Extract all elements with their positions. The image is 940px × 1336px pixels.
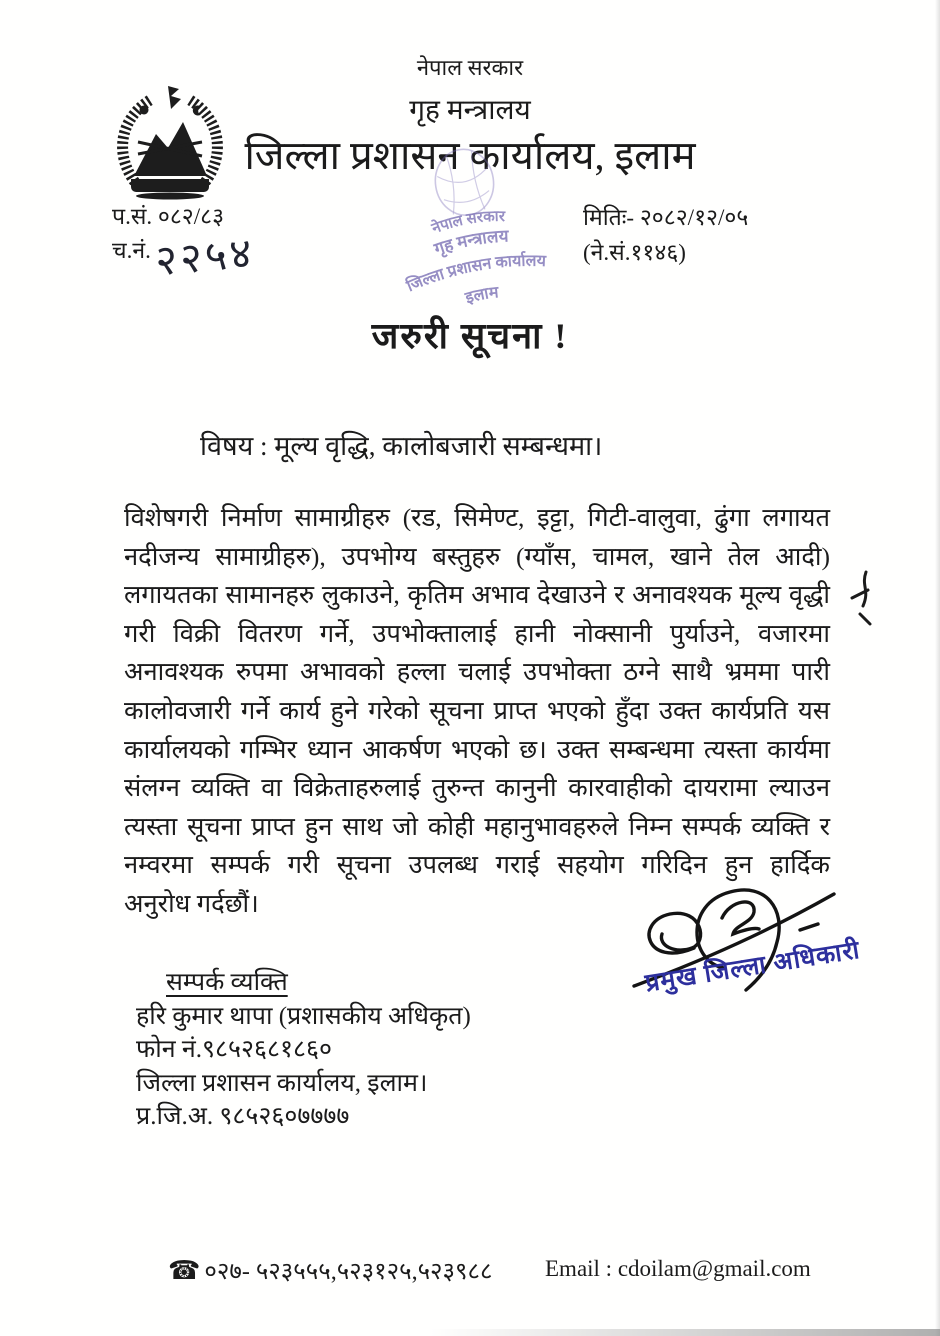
footer-phone-block [168, 1254, 492, 1287]
svg-text:इलाम [462, 283, 502, 307]
header-ministry: गृह मन्त्रालय [409, 95, 531, 126]
reference-number: प.सं. ०८२/८३ [112, 204, 225, 229]
stamp-line-district: इलाम [463, 284, 500, 308]
scan-edge-shadow [430, 1329, 940, 1336]
contact-name: हरि कुमार थापा (प्रशासकीय अधिकृत) [136, 1002, 471, 1030]
contact-cdo-phone: प्र.जि.अ. ९८५२६०७७७७ [136, 1103, 350, 1130]
subject-line: विषय : मूल्य वृद्धि, कालोबजारी सम्बन्धमा। [200, 431, 603, 461]
office-ink-stamp [352, 146, 588, 314]
telephone-icon: ☎ [168, 1255, 201, 1285]
signatory-title: प्रमुख जिल्ला अधिकारी [643, 936, 863, 998]
body-line: कालोवजारी गर्ने कार्य हुने गरेको सूचना प्राप्त भएको हुँदा उक्त कार्यप्रति यस [124, 695, 830, 725]
body-line: अनुरोध गर्दछौं। [124, 888, 259, 918]
contact-heading: सम्पर्क व्यक्ति [166, 969, 288, 996]
body-line: विशेषगरी निर्माण सामाग्रीहरु (रड, सिमेण्ट, इट्टा, गिटी-वालुवा, ढुंगा लगायत [124, 503, 830, 532]
notice-title: जरुरी सूचना ! [371, 316, 569, 356]
contact-office: जिल्ला प्रशासन कार्यालय, इलाम। [136, 1069, 428, 1097]
body-line: लगायतका सामानहरु लुकाउने, कृतिम अभाव देखाउने र अनावश्यक मूल्य वृद्धी [124, 580, 830, 610]
header-office-name: जिल्ला प्रशासन कार्यालय, इलाम [244, 133, 696, 178]
date-ns: (ने.सं.११४६) [583, 240, 686, 265]
header-government: नेपाल सरकार [416, 55, 524, 80]
dispatch-number-handwritten: २२५४ [153, 230, 257, 286]
stamp-line-ministry: गृह मन्त्रालय [431, 226, 509, 259]
dispatch-label: च.नं. [112, 238, 151, 263]
contact-phone: फोन नं.९८५२६८१८६० [136, 1036, 333, 1063]
pen-tick-mark [846, 566, 896, 636]
stamp-line-government: नेपाल सरकार [429, 208, 506, 238]
body-line: संलग्न व्यक्ति वा विक्रेताहरुलाई तुरुन्त कानुनी कारवाहीको दायरामा ल्याउन [124, 773, 830, 803]
body-line: अनावश्यक रुपमा अभावको हल्ला चलाई उपभोक्ता ठग्ने साथै भ्रममा पारी [124, 657, 830, 687]
contact-block [136, 966, 471, 1134]
stamp-line-office: जिल्ला प्रशासन कार्यालय [404, 252, 547, 296]
body-line: नम्वरमा सम्पर्क गरी सूचना उपलब्ध गराई सहयोग गरिदिन हुन हार्दिक [124, 850, 830, 880]
scan-edge-shadow-right [935, 0, 940, 1336]
date-block [583, 200, 748, 270]
footer-email: Email : cdoilam@gmail.com [545, 1256, 811, 1281]
notice-body [124, 499, 830, 924]
body-line: नदीजन्य सामाग्रीहरु), उपभोग्य बस्तुहरु (ग्याँस, चामल, खाने तेल आदी) [124, 541, 830, 571]
body-line: त्यस्ता सूचना प्राप्त हुन साथ जो कोही महानुभावहरुले निम्न सम्पर्क व्यक्ति र [124, 811, 830, 841]
footer-phone-numbers: ०२७- ५२३५५५,५२३१२५,५२३९८८ [204, 1259, 493, 1285]
body-line: कार्यालयको गम्भिर ध्यान आकर्षण भएको छ। उक्त सम्बन्धमा त्यस्ता कार्यमा [124, 734, 830, 764]
reference-block [112, 200, 257, 286]
date-bs: मितिः- २०८२/१२/०५ [583, 205, 749, 230]
body-line: गरी विक्री वितरण गर्ने, उपभोक्तालाई हानी नोक्सानी पुर्याउने, वजारमा [124, 618, 830, 648]
